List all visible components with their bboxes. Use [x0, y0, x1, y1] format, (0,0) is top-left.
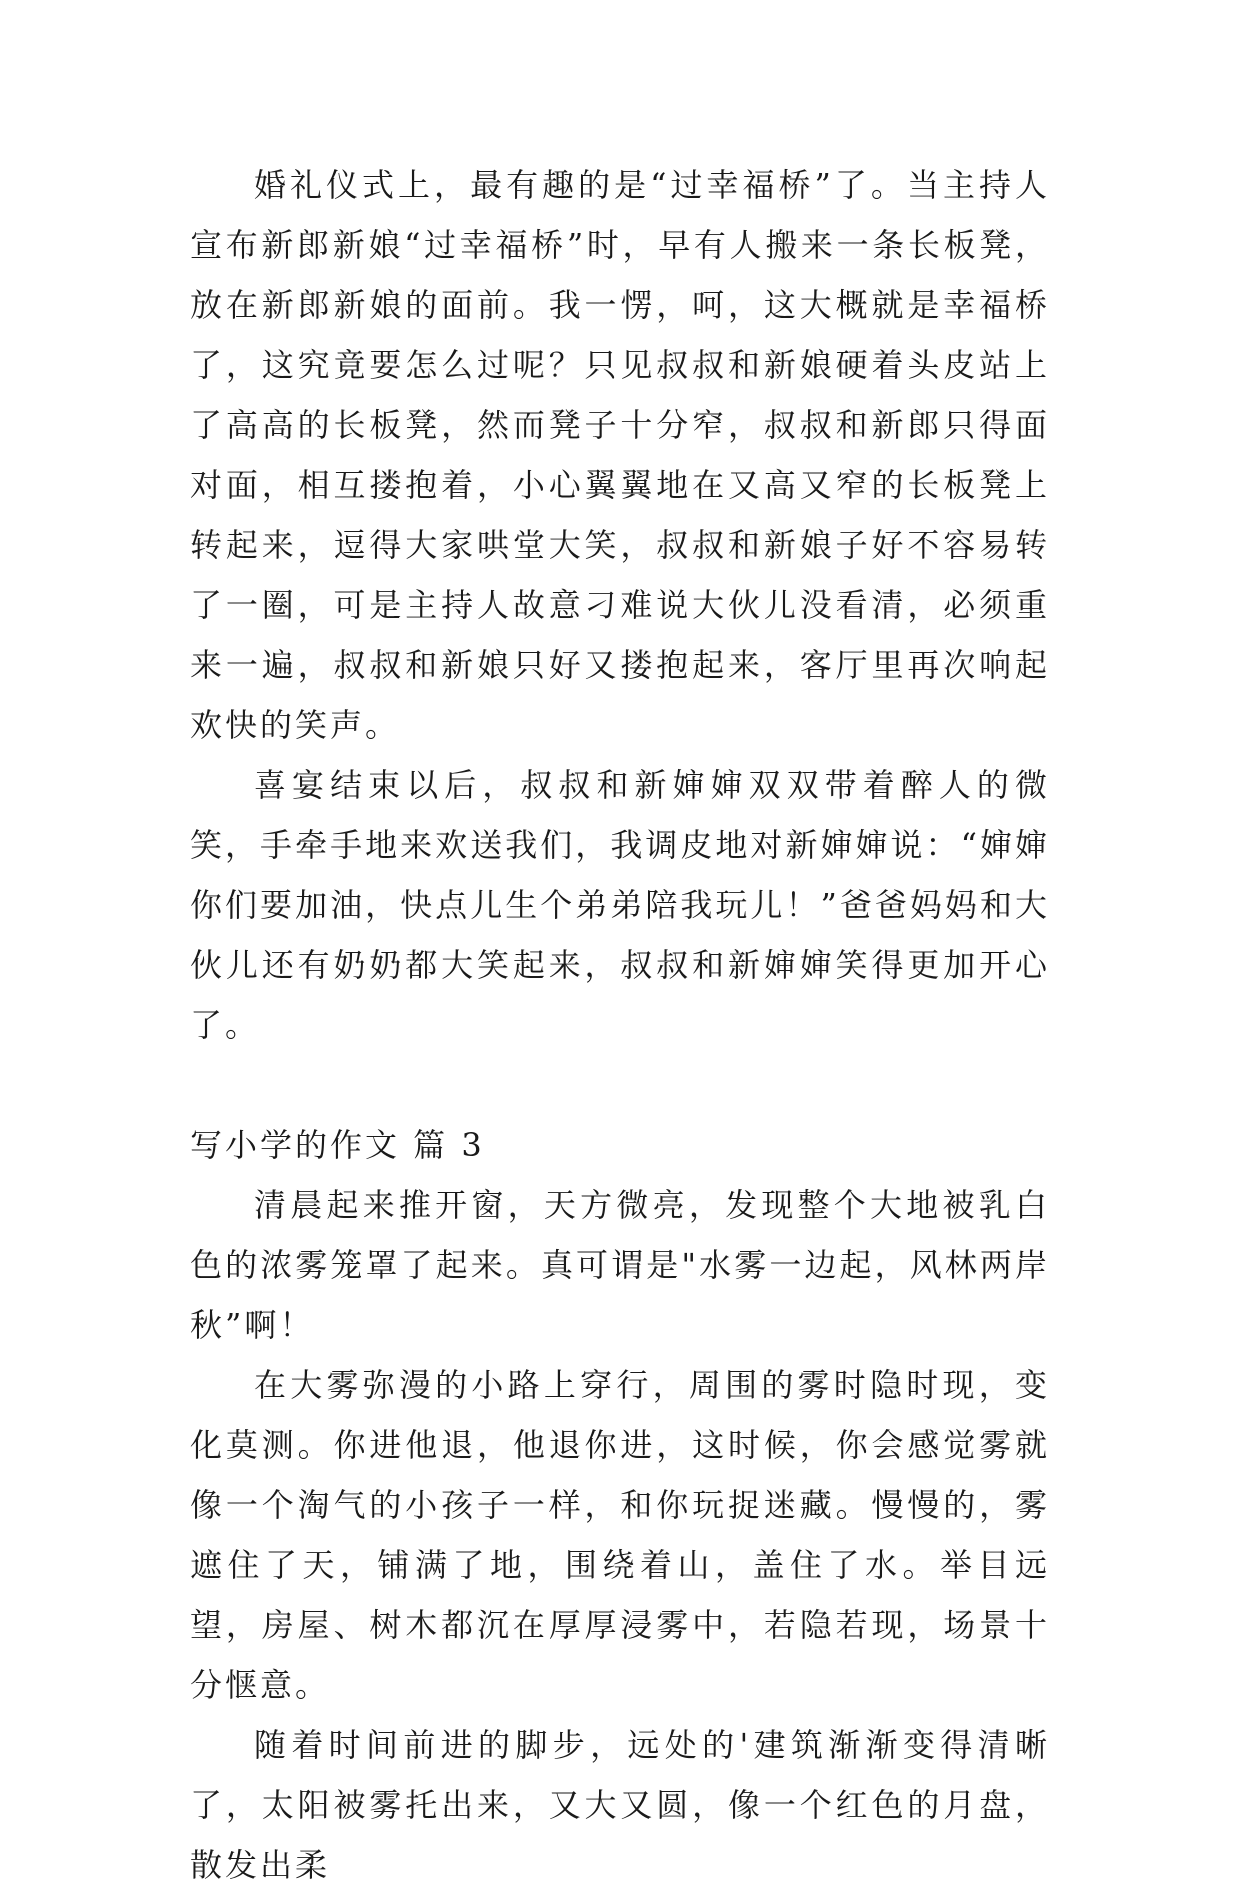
paragraph-morning-fog: 清晨起来推开窗，天方微亮，发现整个大地被乳白色的浓雾笼罩了起来。真可谓是"水雾一边起，风林两岸秋”啊！ [190, 1186, 1050, 1344]
paragraph-fog-walk: 在大雾弥漫的小路上穿行，周围的雾时隐时现，变化莫测。你进他退，他退你进，这时候，你会感觉雾就像一个淘气的小孩子一样，和你玩捉迷藏。慢慢的，雾遮住了天，铺满了地，围绕着山，盖住了水。举目远望，房屋、树木都沉在厚厚浸雾中，若隐若现，场景十分惬意。 [190, 1366, 1050, 1704]
paragraph-sunrise: 随着时间前进的脚步，远处的'建筑渐渐变得清晰了，太阳被雾托出来，又大又圆，像一个红色的月盘，散发出柔 [190, 1726, 1050, 1884]
paragraph-wedding-feast: 喜宴结束以后，叔叔和新婶婶双双带着醉人的微笑，手牵手地来欢送我们，我调皮地对新婶婶说：“婶婶你们要加油，快点儿生个弟弟陪我玩儿！”爸爸妈妈和大伙儿还有奶奶都大笑起来，叔叔和新婶婶笑得更加开心了。 [190, 766, 1050, 1044]
section-title: 写小学的作文 篇 3 [190, 1126, 485, 1164]
paragraph-wedding-bridge: 婚礼仪式上，最有趣的是“过幸福桥”了。当主持人宣布新郎新娘“过幸福桥”时，早有人搬来一条长板凳，放在新郎新娘的面前。我一愣，呵，这大概就是幸福桥了，这究竟要怎么过呢？只见叔叔和新娘硬着头皮站上了高高的长板凳，然而凳子十分窄，叔叔和新郎只得面对面，相互搂抱着，小心翼翼地在又高又窄的长板凳上转起来，逗得大家哄堂大笑，叔叔和新娘子好不容易转了一圈，可是主持人故意刁难说大伙儿没看清，必须重来一遍，叔叔和新娘只好又搂抱起来，客厅里再次响起欢快的笑声。 [190, 166, 1050, 744]
document-body [190, 155, 1050, 1895]
